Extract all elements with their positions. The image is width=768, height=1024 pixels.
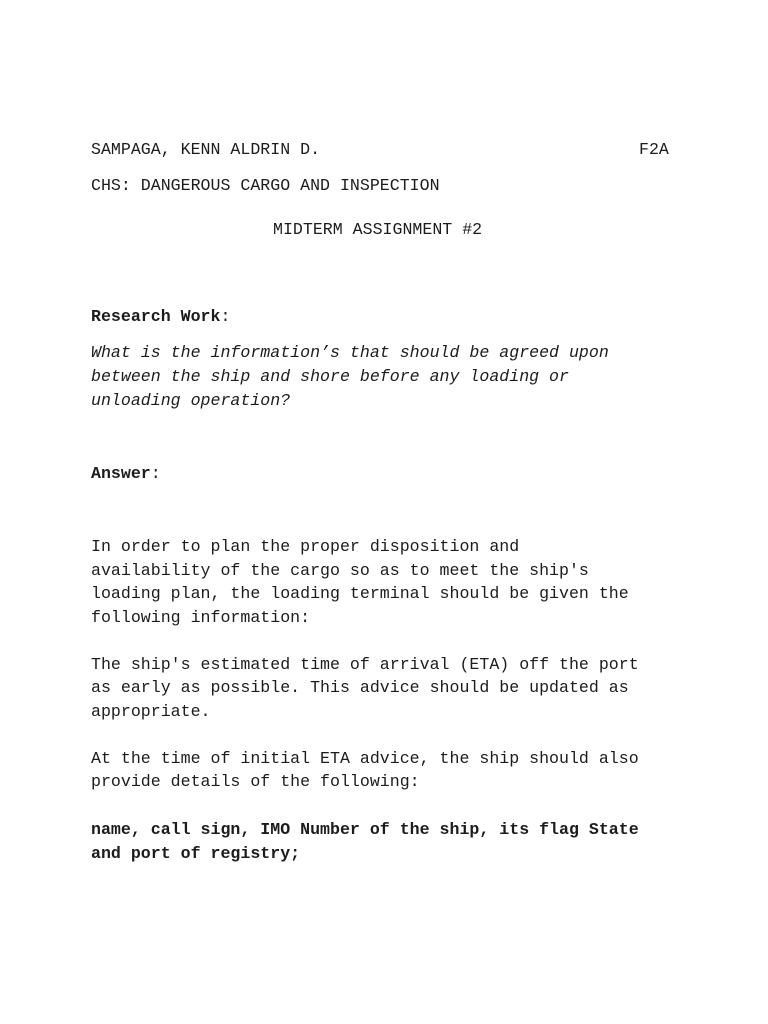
student-name: SAMPAGA, KENN ALDRIN D. bbox=[91, 140, 321, 159]
question-line-1: What is the information’s that should be agreed upon bbox=[91, 343, 609, 362]
paragraph-3-line-1: At the time of initial ETA advice, the ship should also bbox=[91, 749, 639, 768]
section-code: F2A bbox=[639, 140, 669, 159]
course-title: CHS: DANGEROUS CARGO AND INSPECTION bbox=[91, 176, 440, 195]
research-work-colon: : bbox=[220, 307, 231, 326]
paragraph-2-line-1: The ship's estimated time of arrival (ETA) off the port bbox=[91, 655, 639, 674]
question-line-2: between the ship and shore before any loading or bbox=[91, 367, 569, 386]
answer-label: Answer bbox=[91, 464, 151, 483]
question-line-3: unloading operation? bbox=[91, 391, 291, 410]
paragraph-1-line-1: In order to plan the proper disposition and bbox=[91, 537, 520, 556]
paragraph-3-line-2: provide details of the following: bbox=[91, 772, 420, 791]
answer-colon: : bbox=[150, 464, 161, 483]
paragraph-1-line-3: loading plan, the loading terminal should be given the bbox=[91, 584, 629, 603]
bold-item-line-2: and port of registry; bbox=[91, 844, 301, 863]
research-work-label: Research Work bbox=[91, 307, 221, 326]
paragraph-1-line-2: availability of the cargo so as to meet the ship's bbox=[91, 561, 589, 580]
assignment-title: MIDTERM ASSIGNMENT #2 bbox=[273, 220, 483, 239]
research-work-heading bbox=[91, 305, 230, 329]
paragraph-2-line-2: as early as possible. This advice should be updated as bbox=[91, 678, 629, 697]
bold-item-line-1: name, call sign, IMO Number of the ship, its flag State bbox=[91, 820, 639, 839]
answer-heading bbox=[91, 462, 161, 486]
paragraph-2-line-3: appropriate. bbox=[91, 702, 211, 721]
paragraph-1-line-4: following information: bbox=[91, 608, 311, 627]
